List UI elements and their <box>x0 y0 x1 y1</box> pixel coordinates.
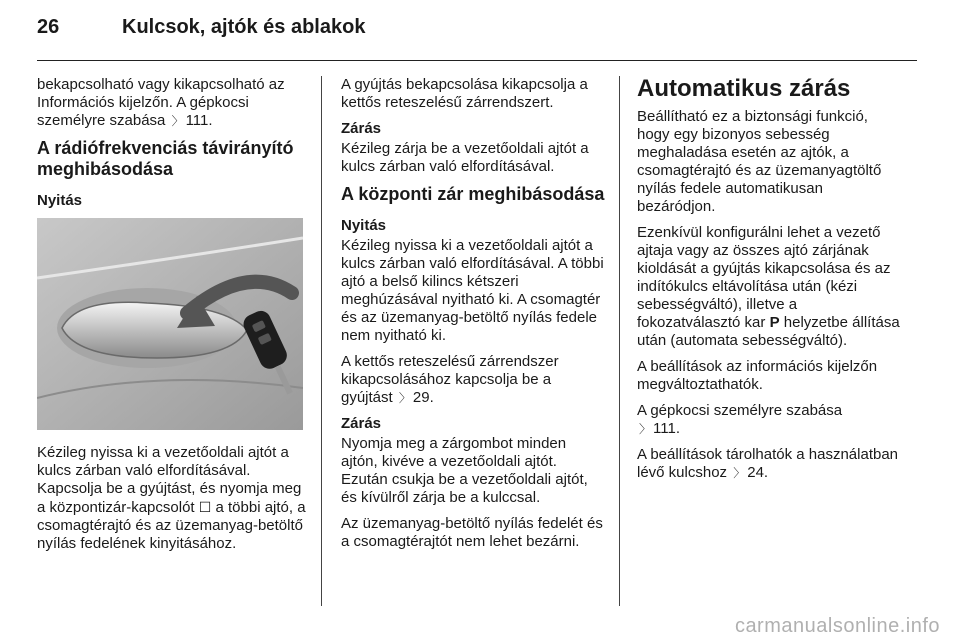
col3-p2-text-2: helyzetbe állítása után (automata sebességváltó). <box>637 314 900 349</box>
col3-p5-ref[interactable]: 24. <box>747 464 769 481</box>
col2-p4-text: A kettős reteszelésű zárrendszer kikapcsolásához kapcsolja be a gyújtást <box>341 353 559 406</box>
col3-p1: Beállítható ez a biztonsági funkció, hogy egy bizonyos sebesség meghaladása esetén az ajtók, a csomagtérajtó és az üzemanyagtöltő nyílás fedele automatikusan bezáródjon. <box>637 108 882 215</box>
header-rule <box>37 60 917 61</box>
col2-p2: Kézileg zárja be a vezetőoldali ajtót a kulcs zárban való elfordításával. <box>341 140 589 175</box>
page-ref-arrow-icon: 〉 <box>398 391 411 405</box>
col3-p4-ref[interactable]: 111. <box>653 420 680 437</box>
col1-intro-ref[interactable]: 111. <box>185 112 213 129</box>
column-1 <box>37 76 307 561</box>
page-number: 26 <box>37 16 60 38</box>
col3-p2-text: Ezenkívül konfigurálni lehet a vezető ajtaja vagy az összes ajtó zárjának kioldását a gyújtás kikapcsolása és az indítókulcs eltávolítása után (kézi sebességváltó), illetve a fokozatválasztó kar <box>637 224 891 331</box>
page-header <box>37 16 917 46</box>
door-handle-svg <box>37 218 303 430</box>
col3-p5 <box>637 446 902 482</box>
column-3 <box>637 76 902 490</box>
col2-p4 <box>341 353 606 407</box>
subheading-close-2: Zárás <box>341 415 382 432</box>
door-handle-key-illustration <box>37 218 303 430</box>
col3-p2 <box>637 224 902 350</box>
subheading-open: Nyitás <box>37 192 83 209</box>
col1-intro <box>37 76 307 130</box>
col3-p4 <box>637 402 902 438</box>
column-divider-1 <box>321 76 322 606</box>
col1-intro-text: bekapcsolható vagy kikapcsolható az Információs kijelzőn. A gépkocsi személyre szabása <box>37 76 285 129</box>
col1-instructions-text-2: a többi ajtó, a csomagtérajtó és az üzemanyag-betöltő nyílás fedelének kinyitásához. <box>37 499 306 552</box>
page-ref-arrow-icon: 〉 <box>639 422 652 436</box>
watermark: carmanualsonline.info <box>734 615 940 637</box>
col2-p6: Az üzemanyag-betöltő nyílás fedelét és a csomagtérajtót nem lehet bezárni. <box>341 515 603 550</box>
col3-p5-text: A beállítások tárolhatók a használatban lévő kulcshoz <box>637 446 899 481</box>
section-heading-auto-lock: Automatikus zárás <box>637 75 851 102</box>
col1-instructions-text: Kézileg nyissa ki a vezetőoldali ajtót a kulcs zárban való elfordításával. Kapcsolja be a gyújtást, és nyomja meg a központizár-kapcsolót <box>37 444 302 516</box>
page-ref-arrow-icon: 〉 <box>733 466 746 480</box>
col2-p4-ref[interactable]: 29. <box>412 389 434 406</box>
subheading-close: Zárás <box>341 120 382 137</box>
column-divider-2 <box>619 76 620 606</box>
col1-instructions <box>37 444 307 553</box>
gear-position-p: P <box>769 314 780 331</box>
column-2 <box>341 76 606 559</box>
section-heading-central-lock: A központi zár meghibásodása <box>341 184 605 204</box>
col2-p3: Kézileg nyissa ki a vezetőoldali ajtót a kulcs zárban való elfordításával. A többi ajtó a belső kilincs kétszeri meghúzásával nyitható ki. A csomagtér és az üzemanyag-betöltő nyílás fedele nem nyitható ki. <box>341 237 604 344</box>
col2-p5: Nyomja meg a zárgombot minden ajtón, kivéve a vezetőoldali ajtót. Ezután csukja be a vezetőoldali ajtót, és kívülről zárja be a kulccsal. <box>341 435 588 506</box>
col2-p1: A gyújtás bekapcsolása kikapcsolja a kettős reteszelésű zárrendszert. <box>341 76 588 111</box>
subheading-open-2: Nyitás <box>341 217 387 234</box>
section-heading-rf-remote: A rádiófrekvenciás távirányító meghibásodása <box>37 138 294 179</box>
central-lock-icon: ☐ <box>198 499 212 515</box>
page-ref-arrow-icon: 〉 <box>171 114 184 128</box>
col3-p4-text: A gépkocsi személyre szabása <box>637 402 843 419</box>
col3-p3: A beállítások az információs kijelzőn megváltoztathatók. <box>637 358 878 393</box>
page-title: Kulcsok, ajtók és ablakok <box>122 16 366 38</box>
